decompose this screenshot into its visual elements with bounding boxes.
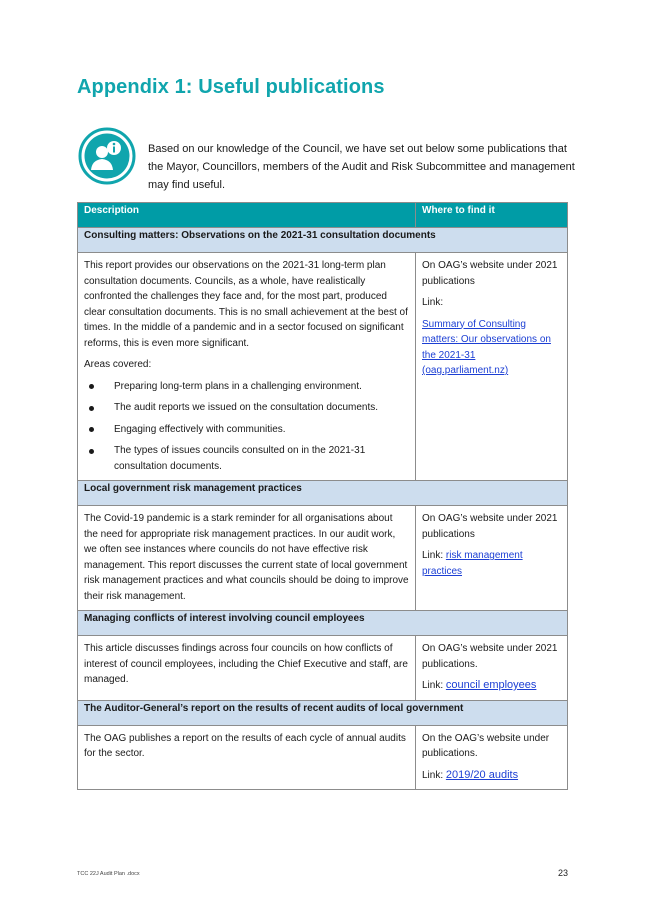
section-row bbox=[78, 228, 568, 253]
link-label: Link: bbox=[422, 297, 444, 308]
table-header-row bbox=[78, 203, 568, 228]
table-row bbox=[78, 506, 568, 611]
table-row bbox=[78, 636, 568, 701]
intro-paragraph: Based on our knowledge of the Council, we have set out below some publications that the Mayor, Councillors, members of the Audit and Risk Subcommittee and management may find useful. bbox=[148, 143, 575, 191]
where-column-header: Where to find it bbox=[416, 203, 568, 228]
section-row bbox=[78, 481, 568, 506]
areas-list bbox=[84, 379, 409, 475]
link-label: Link: bbox=[422, 680, 444, 691]
description-cell bbox=[78, 253, 416, 481]
description-cell bbox=[78, 636, 416, 701]
link-label: Link: bbox=[422, 550, 444, 561]
where-text: On the OAG’s website under publications. bbox=[422, 732, 550, 759]
section-heading-conflicts: Managing conflicts of interest involving council employees bbox=[78, 611, 568, 636]
where-text: On OAG’s website under 2021 publications bbox=[422, 513, 558, 540]
council-employees-link[interactable]: council employees bbox=[445, 679, 537, 691]
section-heading-risk: Local government risk management practices bbox=[78, 481, 568, 506]
list-item: Preparing long-term plans in a challenging environment. bbox=[84, 379, 409, 395]
section-row bbox=[78, 700, 568, 725]
section-heading-consulting: Consulting matters: Observations on the 2021-31 consultation documents bbox=[78, 228, 568, 253]
risk-management-link[interactable]: risk management practices bbox=[422, 550, 523, 577]
list-item: The audit reports we issued on the consultation documents. bbox=[84, 400, 409, 416]
list-item: The types of issues councils consulted on in the 2021-31 consultation documents. bbox=[84, 443, 409, 474]
page-number: 23 bbox=[557, 868, 568, 878]
description-column-header: Description bbox=[78, 203, 416, 228]
where-cell bbox=[416, 253, 568, 481]
where-cell bbox=[416, 725, 568, 790]
publications-table bbox=[77, 202, 568, 790]
page-title: Appendix 1: Useful publications bbox=[77, 76, 385, 98]
people-info-icon bbox=[78, 127, 136, 185]
description-text: The OAG publishes a report on the results of each cycle of annual audits for the sector. bbox=[84, 732, 406, 759]
description-text: The Covid-19 pandemic is a stark reminder for all organisations about the need for appropriate risk management practices. In our audit work, we often see instances where councils do not have effective risk management. This report discusses the current state of local government risk management practices and what councils should be doing to improve their risk management. bbox=[84, 513, 409, 602]
link-label: Link: bbox=[422, 769, 444, 781]
audits-link[interactable]: 2019/20 audits bbox=[445, 768, 519, 781]
description-text: This report provides our observations on the 2021-31 long-term plan consultation documents. Councils, as a whole, have realistically confronted the challenges they face and, for the most part, produced clear consultation documents. This is no small achievement at the best of times. In the middle of a pandemic and in a sector focused on significant reforms, this is even more significant. bbox=[84, 260, 408, 349]
section-row bbox=[78, 611, 568, 636]
description-cell bbox=[78, 506, 416, 611]
where-cell bbox=[416, 506, 568, 611]
footer-document-name: TCC 22J Audit Plan .docx bbox=[77, 871, 140, 877]
where-text: On OAG’s website under 2021 publications bbox=[422, 260, 558, 287]
description-text: This article discusses findings across four councils on how conflicts of interest of council employees, including the Chief Executive and staff, are managed. bbox=[84, 643, 408, 685]
where-text: On OAG’s website under 2021 publications. bbox=[422, 643, 558, 670]
section-heading-ag-report: The Auditor-General’s report on the results of recent audits of local government bbox=[78, 700, 568, 725]
consulting-matters-link[interactable]: Summary of Consulting matters: Our observations on the 2021-31 (oag.parliament.nz) bbox=[422, 318, 551, 376]
where-cell bbox=[416, 636, 568, 701]
table-row bbox=[78, 725, 568, 790]
description-cell bbox=[78, 725, 416, 790]
list-item: Engaging effectively with communities. bbox=[84, 422, 409, 438]
areas-label: Areas covered: bbox=[84, 359, 152, 370]
table-row bbox=[78, 253, 568, 481]
